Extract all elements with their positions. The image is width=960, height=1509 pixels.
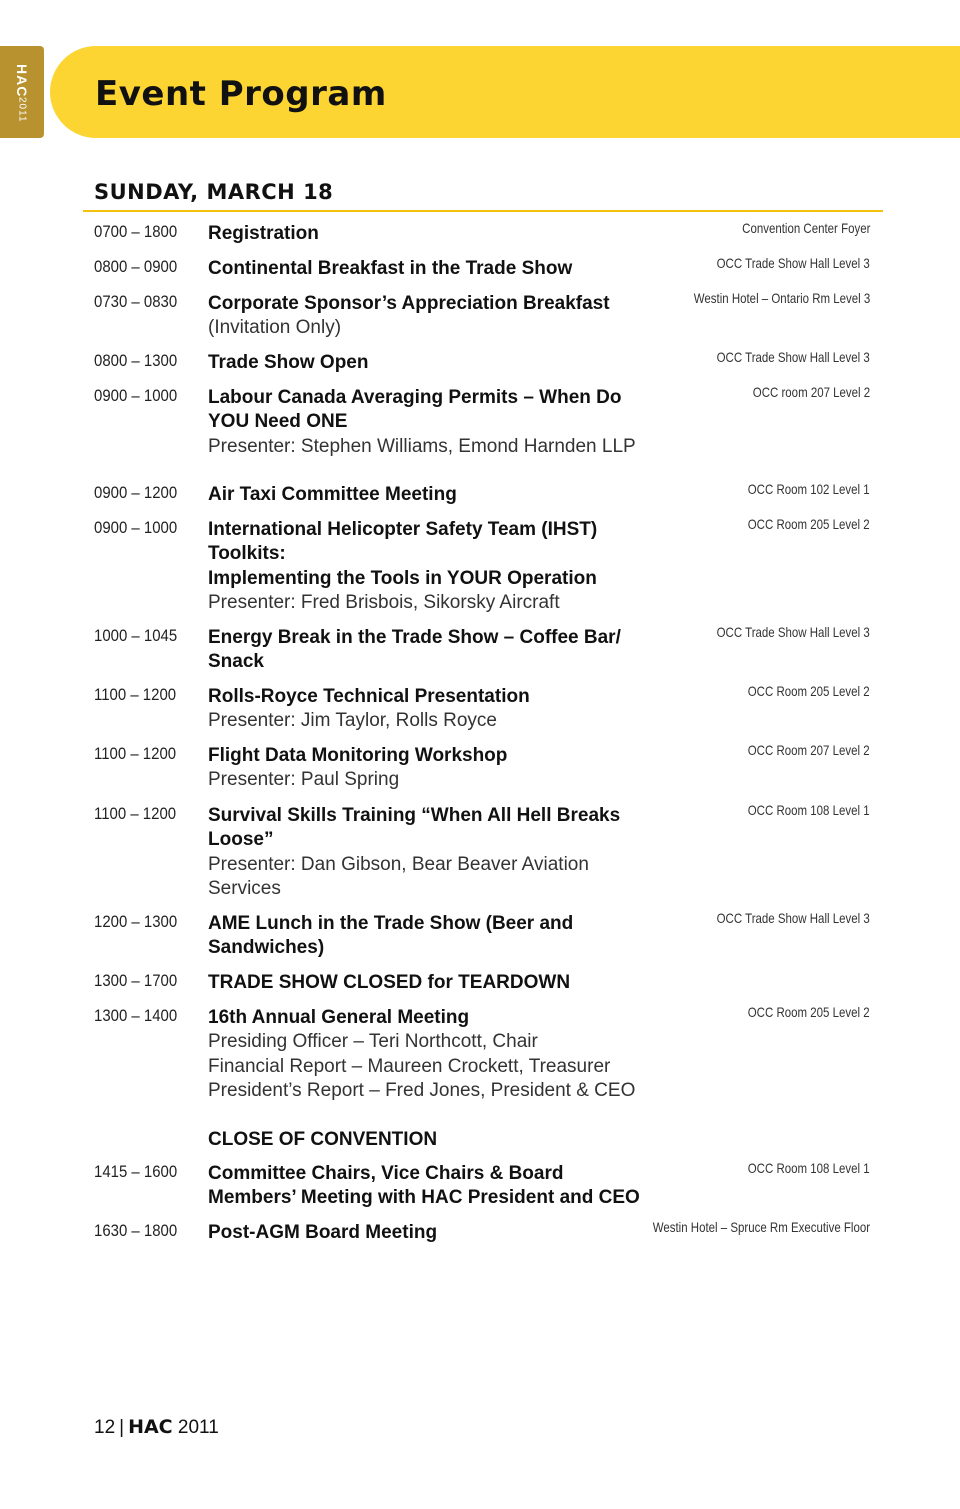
event-details: [208, 1221, 668, 1245]
event-location: OCC Room 108 Level 1: [748, 802, 870, 818]
event-location: OCC Room 205 Level 2: [748, 516, 870, 532]
event-title-line: International Helicopter Safety Team (IHST): [208, 519, 598, 540]
event-location: OCC Room 108 Level 1: [748, 1160, 870, 1176]
event-details: [208, 351, 668, 375]
heading-divider: [83, 210, 883, 212]
event-details: [208, 1162, 668, 1211]
event-details: [208, 804, 668, 902]
event-details: [208, 518, 668, 616]
event-location: OCC Room 205 Level 2: [748, 1004, 870, 1020]
event-title-line: Corporate Sponsor’s Appreciation Breakfast: [208, 293, 610, 314]
event-detail-line: President’s Report – Fred Jones, President & CEO: [208, 1080, 636, 1102]
event-detail-line: Presiding Officer – Teri Northcott, Chair: [208, 1031, 538, 1053]
event-time: 0700 – 1800: [94, 222, 178, 241]
event-time: 1415 – 1600: [94, 1162, 178, 1181]
event-detail-line: Presenter: Fred Brisbois, Sikorsky Aircraft: [208, 592, 560, 614]
event-title-line: AME Lunch in the Trade Show (Beer and: [208, 913, 574, 934]
page-footer: [94, 1416, 219, 1439]
event-time: 1000 – 1045: [94, 626, 178, 645]
event-time: 0900 – 1200: [94, 483, 178, 502]
sidebar-tab-brand: HAC: [14, 63, 30, 97]
event-location: OCC Trade Show Hall Level 3: [716, 349, 870, 365]
event-details: [208, 222, 668, 246]
page-title: Event Program: [95, 74, 387, 114]
event-title-line: TRADE SHOW CLOSED for TEARDOWN: [208, 972, 571, 993]
event-details: [208, 971, 668, 995]
event-details: [208, 386, 668, 459]
event-location: OCC Trade Show Hall Level 3: [716, 910, 870, 926]
event-detail-line: Presenter: Jim Taylor, Rolls Royce: [208, 710, 497, 732]
event-location: OCC Room 205 Level 2: [748, 683, 870, 699]
event-detail-line: Presenter: Dan Gibson, Bear Beaver Aviation: [208, 853, 589, 875]
event-location: OCC Trade Show Hall Level 3: [716, 255, 870, 271]
footer-separator: |: [119, 1417, 125, 1438]
event-title-line: Toolkits:: [208, 543, 286, 565]
day-heading: SUNDAY, MARCH 18: [94, 180, 334, 204]
event-time: 0730 – 0830: [94, 292, 178, 311]
event-title-line: Post-AGM Board Meeting: [208, 1222, 438, 1243]
event-details: [208, 744, 668, 793]
event-title-line: Survival Skills Training “When All Hell Breaks: [208, 805, 621, 826]
event-time: 1300 – 1700: [94, 971, 178, 990]
event-time: 1630 – 1800: [94, 1221, 178, 1240]
event-title-line: Snack: [208, 651, 264, 673]
event-details: [208, 292, 668, 341]
event-detail-line: Financial Report – Maureen Crockett, Treasurer: [208, 1055, 611, 1077]
event-detail-line: Presenter: Paul Spring: [208, 769, 400, 791]
event-detail-line: Services: [208, 878, 281, 900]
event-location: OCC Trade Show Hall Level 3: [716, 624, 870, 640]
event-title-line: Trade Show Open: [208, 352, 369, 373]
event-title-line: Loose”: [208, 829, 274, 851]
event-time: 1100 – 1200: [94, 685, 177, 704]
sidebar-tab-label: [10, 56, 34, 130]
event-time: 1200 – 1300: [94, 912, 178, 931]
event-location: Westin Hotel – Ontario Rm Level 3: [693, 290, 870, 306]
event-title-line: Members’ Meeting with HAC President and CEO: [208, 1187, 640, 1209]
event-title-line: Committee Chairs, Vice Chairs & Board: [208, 1163, 564, 1184]
event-title-line: Energy Break in the Trade Show – Coffee Bar/: [208, 627, 621, 648]
event-time: 0800 – 0900: [94, 257, 178, 276]
event-location: Westin Hotel – Spruce Rm Executive Floor: [652, 1219, 870, 1235]
event-details: [208, 685, 668, 734]
sidebar-tab-year: 2011: [16, 96, 28, 123]
event-time: 1100 – 1200: [94, 804, 177, 823]
event-details: [208, 1006, 668, 1104]
event-title-line: Continental Breakfast in the Trade Show: [208, 258, 573, 279]
event-title-line: CLOSE OF CONVENTION: [208, 1129, 438, 1150]
event-details: [208, 626, 668, 675]
event-time: 1100 – 1200: [94, 744, 177, 763]
event-details: [208, 483, 668, 507]
event-title-line: Implementing the Tools in YOUR Operation: [208, 567, 597, 589]
event-time: 0800 – 1300: [94, 351, 178, 370]
event-details: [208, 912, 668, 961]
event-location: OCC Room 207 Level 2: [748, 742, 870, 758]
event-time: 0900 – 1000: [94, 518, 178, 537]
event-title-line: Rolls-Royce Technical Presentation: [208, 686, 530, 707]
event-location: Convention Center Foyer: [741, 220, 870, 236]
event-title-line: Sandwiches): [208, 937, 325, 959]
event-title-line: Registration: [208, 223, 319, 244]
footer-brand: HAC: [128, 1416, 173, 1438]
footer-year: 2011: [177, 1417, 219, 1438]
event-details: [208, 257, 668, 281]
event-detail-line: Presenter: Stephen Williams, Emond Harnden LLP: [208, 435, 636, 457]
event-title-line: YOU Need ONE: [208, 411, 348, 433]
event-details: [208, 1128, 668, 1152]
event-location: OCC room 207 Level 2: [752, 384, 870, 400]
event-detail-line: (Invitation Only): [208, 317, 342, 339]
event-title-line: Flight Data Monitoring Workshop: [208, 745, 508, 766]
event-time: 1300 – 1400: [94, 1006, 178, 1025]
event-title-line: 16th Annual General Meeting: [208, 1007, 470, 1028]
event-location: OCC Room 102 Level 1: [748, 481, 870, 497]
event-time: 0900 – 1000: [94, 386, 178, 405]
event-title-line: Labour Canada Averaging Permits – When Do: [208, 387, 622, 408]
page-number: 12: [94, 1417, 116, 1438]
event-title-line: Air Taxi Committee Meeting: [208, 484, 457, 505]
